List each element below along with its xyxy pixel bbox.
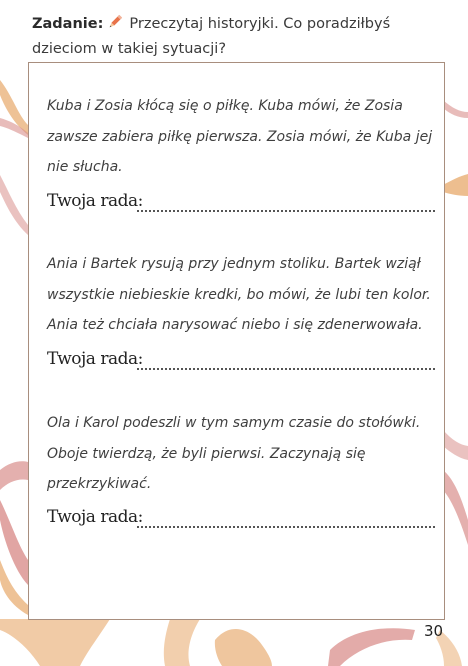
- story-1: Kuba i Zosia kłócą się o piłkę. Kuba mówi, że Zosia zawsze zabiera piłkę pierwsza. Zosia mówi, że Kuba jej nie słucha.: [47, 98, 433, 175]
- worksheet-card: [28, 62, 445, 620]
- task-label: Zadanie:: [32, 16, 104, 32]
- task-header: [0, 0, 468, 60]
- advice-line-2[interactable]: [47, 349, 435, 375]
- page-number: 30: [424, 622, 444, 640]
- advice-label: Twoja rada:: [47, 507, 143, 527]
- dotted-answer-line: [137, 526, 435, 528]
- task-text: Przeczytaj historyjki. Co poradziłbyś dzieciom w takiej sytuacji?: [32, 16, 391, 57]
- advice-line-3[interactable]: [47, 507, 435, 533]
- advice-line-1[interactable]: [47, 191, 435, 217]
- story-2: Ania i Bartek rysują przy jednym stoliku. Bartek wziął wszystkie niebieskie kredki, bo mówi, że lubi ten kolor. Ania też chciała narysować niebo i się zdenerwowała.: [47, 256, 431, 333]
- pencil-icon: [107, 14, 123, 38]
- dotted-answer-line: [137, 210, 435, 212]
- task-instruction: [32, 13, 452, 61]
- advice-label: Twoja rada:: [47, 349, 143, 369]
- advice-label: Twoja rada:: [47, 191, 143, 211]
- story-3: Ola i Karol podeszli w tym samym czasie do stołówki. Oboje twierdzą, że byli pierwsi. Zaczynają się przekrzykiwać.: [47, 415, 421, 492]
- dotted-answer-line: [137, 368, 435, 370]
